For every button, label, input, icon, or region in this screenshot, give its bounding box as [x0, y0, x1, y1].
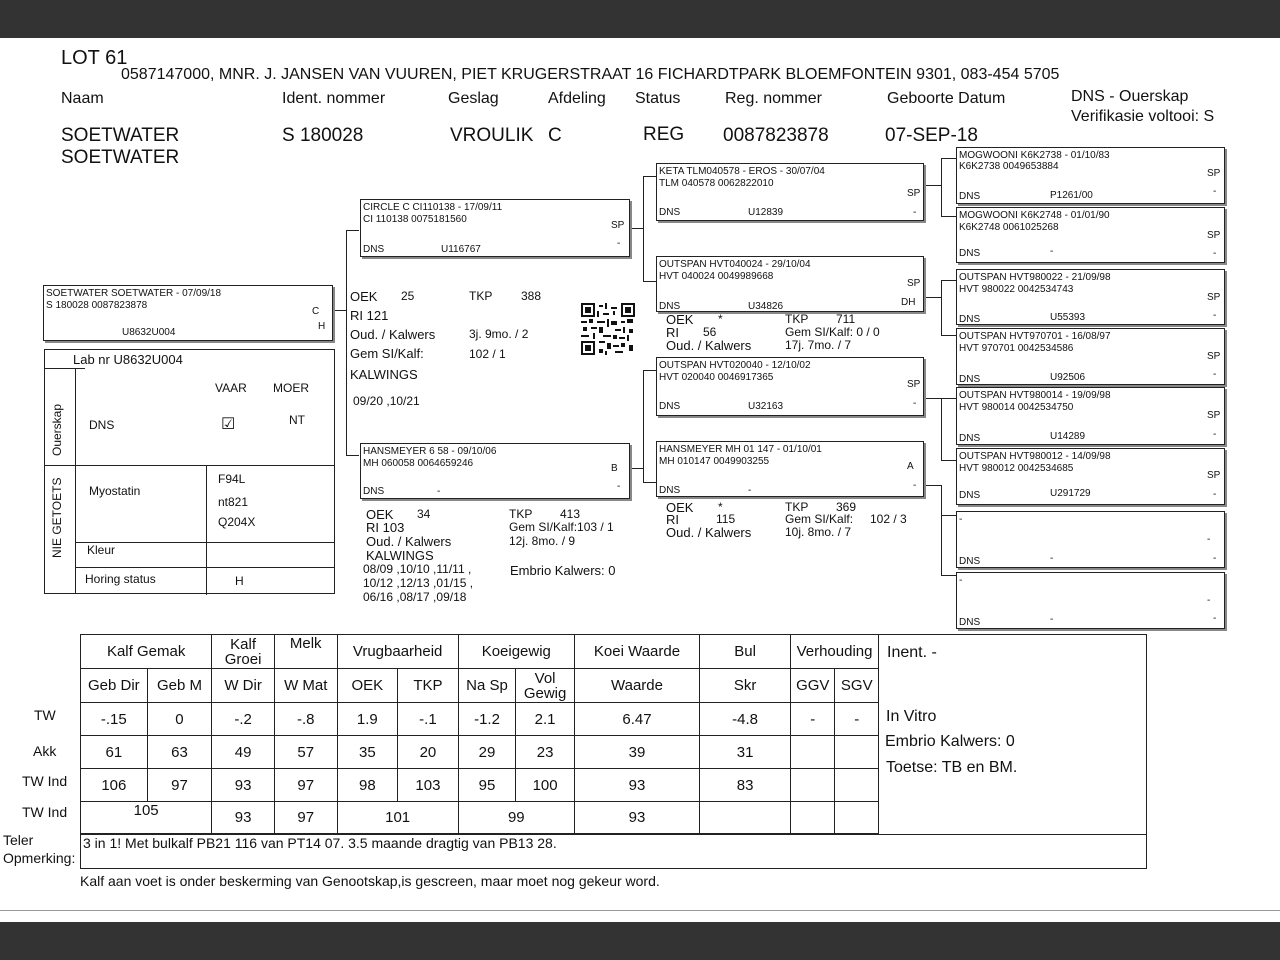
ggp-title: OUTSPAN HVT980022 - 21/09/98: [959, 272, 1111, 283]
myostatin-3: Q204X: [218, 515, 256, 529]
cell: [791, 736, 835, 769]
sub-skr: Skr: [700, 669, 791, 703]
dam-ids: MH 060058 0064659246: [363, 458, 474, 469]
ggp-dash: -: [1213, 248, 1217, 259]
myostatin-label: Myostatin: [89, 484, 141, 498]
cell: [791, 769, 835, 802]
connector-ggp-c: [926, 398, 942, 399]
gp-stats-oud-val: 17j. 7mo. / 7: [785, 338, 852, 352]
sub-w-mat: W Mat: [274, 669, 337, 703]
sub-geb-dir: Geb Dir: [81, 669, 148, 703]
remark-text: 3 in 1! Met bulkalf PB21 116 van PT14 07. 3.5 maande dragtig van PB13 28.: [83, 835, 557, 851]
gp-tag: SP: [907, 278, 921, 289]
connector-ggp-7: [941, 515, 956, 516]
teler-label: Teler: [3, 832, 34, 848]
lot-number: LOT 61: [61, 47, 128, 69]
cell: 83: [700, 769, 791, 802]
label-verifikasie: Verifikasie voltooi: S: [1071, 108, 1215, 125]
sire-oud-val: 3j. 9mo. / 2: [469, 327, 529, 341]
animal-h: H: [318, 321, 326, 332]
cell: [791, 802, 835, 834]
connector-gp1: [643, 176, 656, 177]
lab-divider-1: [45, 465, 335, 466]
dam-kalwings-3: 06/16 ,08/17 ,09/18: [363, 590, 467, 604]
ggp-lab: U14289: [1050, 431, 1086, 442]
myostatin-1: F94L: [218, 472, 246, 486]
connector-ggp-4: [941, 335, 956, 336]
gp-ids: HVT 020040 0046917365: [659, 372, 774, 383]
gp-stats2-oud-val: 10j. 8mo. / 7: [785, 525, 852, 539]
ggp-tag: SP: [1207, 410, 1221, 421]
table-row: [81, 703, 879, 736]
animal-c: C: [312, 306, 320, 317]
cell: 99: [458, 802, 574, 834]
cell: -.15: [81, 703, 148, 736]
ggp-title: MOGWOONI K6K2748 - 01/01/90: [959, 210, 1110, 221]
ggp-tag: SP: [1207, 292, 1221, 303]
gp-lab: U34826: [748, 301, 784, 312]
cell: 49: [212, 736, 275, 769]
sire-tkp: TKP: [469, 289, 493, 303]
animal-title: SOETWATER SOETWATER - 07/09/18: [46, 288, 222, 299]
breeding-values-table: [80, 634, 879, 834]
gp-dns: DNS: [659, 485, 681, 496]
ouerskap-label: Ouerskap: [50, 403, 64, 456]
ggp-lab: -: [1050, 246, 1054, 257]
cell: 100: [516, 769, 575, 802]
sire-kalwings-dates: 09/20 ,10/21: [353, 394, 420, 408]
gp-stats-tkp: TKP: [785, 312, 809, 326]
ggp-box-2: [956, 207, 1225, 263]
gp-box-3: [656, 357, 924, 416]
moer-label: MOER: [273, 381, 309, 395]
sire-ids: CI 110138 0075181560: [363, 214, 467, 225]
group-verhouding: Verhouding: [791, 635, 879, 669]
dam-kalwings: KALWINGS: [366, 548, 434, 563]
gp-stats2-oek-val: *: [718, 500, 723, 514]
gp-title: KETA TLM040578 - EROS - 30/07/04: [659, 166, 825, 177]
ggp-lab: U92506: [1050, 372, 1086, 383]
cell: 93: [212, 769, 275, 802]
row-label-tw-ind: TW Ind: [22, 773, 68, 789]
ggp-box-7: [956, 511, 1225, 568]
lab-divider-3: [75, 567, 335, 568]
ggp-ids: HVT 980014 0042534750: [959, 402, 1074, 413]
connector-ggp-d-v: [941, 485, 942, 575]
sire-oud: Oud. / Kalwers: [350, 327, 436, 342]
cell: -4.8: [700, 703, 791, 736]
gp-title: OUTSPAN HVT040024 - 29/10/04: [659, 259, 811, 270]
cell: [700, 802, 791, 834]
dam-tkp: TKP: [509, 507, 533, 521]
ggp-tag: -: [1207, 595, 1211, 606]
gp-ids: TLM 040578 0062822010: [659, 178, 774, 189]
horing-label: Horing status: [85, 572, 156, 586]
dam-oud-val: 12j. 8mo. / 9: [509, 534, 576, 548]
cell: 2.1: [516, 703, 575, 736]
value-naam-2: SOETWATER: [61, 147, 180, 168]
ggp-dns: DNS: [959, 433, 981, 444]
cell: 97: [147, 769, 212, 802]
group-kalf-gemak: Kalf Gemak: [81, 635, 212, 669]
group-kalf-groei: Kalf Groei: [212, 635, 275, 669]
ggp-dns: DNS: [959, 556, 981, 567]
connector-ggp-c-v: [941, 398, 942, 460]
ggp-box-1: [956, 147, 1225, 204]
connector-ggp-b-v: [941, 280, 942, 335]
ggp-tag: SP: [1207, 470, 1221, 481]
inent: Inent. -: [887, 644, 937, 661]
horing-value: H: [235, 574, 244, 588]
ggp-dash: -: [1213, 553, 1217, 564]
owner-line: 0587147000, MNR. J. JANSEN VAN VUUREN, PIET KRUGERSTRAAT 16 FICHARDTPARK BLOEMFONTEIN 9301, 083-454 5705: [121, 66, 1060, 83]
toetse: Toetse: TB en BM.: [886, 759, 1018, 776]
connector-ggp-6: [941, 460, 956, 461]
cell: 93: [212, 802, 275, 834]
cell: 61: [81, 736, 148, 769]
ggp-ids: HVT 970701 0042534586: [959, 343, 1074, 354]
ggp-title: -: [959, 575, 963, 586]
footer-note: Kalf aan voet is onder beskerming van Genootskap,is gescreen, maar moet nog gekeur word.: [80, 873, 660, 889]
table-row: [81, 802, 879, 834]
dam-ri: RI 103: [366, 520, 405, 535]
connector-ggp-8: [941, 575, 956, 576]
lab-nr: Lab nr U8632U004: [73, 352, 183, 367]
row-label-tw-ind-2: TW Ind: [22, 804, 68, 820]
cell: 105: [81, 802, 212, 834]
gp-dash: -: [913, 480, 917, 491]
cell: 93: [574, 769, 699, 802]
sub-vol-gewig: Vol Gewig: [516, 669, 575, 703]
connector-ggp-b: [926, 297, 942, 298]
value-geslag: VROULIK: [450, 125, 534, 146]
gp-stats-oek-val: *: [718, 312, 723, 326]
gp-box-2: [656, 256, 924, 312]
ggp-lab: U55393: [1050, 312, 1086, 323]
gp-box-1: [656, 163, 924, 221]
cell: 23: [516, 736, 575, 769]
cell: -.8: [274, 703, 337, 736]
sire-ri: RI 121: [350, 308, 389, 323]
cell: -: [791, 703, 835, 736]
group-koei-waarde: Koei Waarde: [574, 635, 699, 669]
animal-ids: S 180028 0087823878: [46, 300, 148, 311]
dam-gem: Gem SI/Kalf:103 / 1: [509, 520, 614, 534]
cell: -1.2: [458, 703, 516, 736]
dam-dash: -: [617, 481, 621, 492]
ggp-title: OUTSPAN HVT980012 - 14/09/98: [959, 451, 1111, 462]
ggp-tag: SP: [1207, 351, 1221, 362]
connector-ggp-a: [926, 185, 942, 186]
label-dns: DNS - Ouerskap: [1071, 88, 1189, 105]
gp-stats-oek: OEK: [666, 312, 694, 327]
connector-ggp-5: [941, 398, 956, 399]
ggp-lab: U291729: [1050, 488, 1091, 499]
connector-ggp-2: [941, 216, 956, 217]
connector-gp4: [643, 482, 656, 483]
gp-tag: A: [907, 461, 914, 472]
vaar-label: VAAR: [215, 381, 247, 395]
dam-kalwings-1: 08/09 ,10/10 ,11/11 ,: [363, 562, 472, 576]
cell: [835, 736, 879, 769]
gp-stats2-gem: Gem SI/Kalf:: [785, 512, 854, 526]
connector-ggp-1: [941, 158, 956, 159]
gp-dns: DNS: [659, 301, 681, 312]
ggp-tag: SP: [1207, 168, 1221, 179]
cell: [835, 769, 879, 802]
cell: 1.9: [337, 703, 398, 736]
gp-title: OUTSPAN HVT020040 - 12/10/02: [659, 360, 811, 371]
cell: 97: [274, 769, 337, 802]
sire-dns: DNS: [363, 244, 385, 255]
cell: 93: [574, 802, 699, 834]
animal-lab: U8632U004: [122, 327, 176, 338]
gp-tag-dh: DH: [901, 297, 916, 308]
nt-label: NT: [289, 413, 305, 427]
value-status: REG: [643, 124, 685, 145]
dam-oek: OEK: [366, 507, 394, 522]
table-row: [81, 736, 879, 769]
ggp-dns: DNS: [959, 191, 981, 202]
connector-dam: [346, 455, 359, 456]
gp-tag: SP: [907, 188, 921, 199]
label-status: Status: [635, 90, 681, 107]
gp-stats-tkp-val: 711: [836, 312, 856, 326]
ggp-ids: K6K2738 0049653884: [959, 161, 1059, 172]
dam-oud: Oud. / Kalwers: [366, 534, 452, 549]
gp-tag: SP: [907, 379, 921, 390]
gp-stats2-ri: RI: [666, 512, 679, 527]
gp-stats2-oek: OEK: [666, 500, 694, 515]
sub-geb-m: Geb M: [147, 669, 212, 703]
remark-box: [80, 834, 1147, 869]
gp-dns: DNS: [659, 401, 681, 412]
dam-oek-val: 34: [417, 507, 431, 521]
sire-dash: -: [617, 238, 621, 249]
cell: 63: [147, 736, 212, 769]
animal-box: [43, 285, 333, 341]
ggp-tag: -: [1207, 534, 1211, 545]
embrio-kalwers: Embrio Kalwers: 0: [885, 733, 1015, 750]
gp-stats2-tkp: TKP: [785, 500, 809, 514]
cell: 6.47: [574, 703, 699, 736]
kleur-label: Kleur: [87, 543, 116, 557]
gp-dns: DNS: [659, 207, 681, 218]
info-box: [878, 634, 1147, 835]
value-ident: S 180028: [282, 125, 364, 146]
in-vitro: In Vitro: [886, 708, 937, 725]
sire-box: [360, 199, 630, 257]
ggp-lab: -: [1050, 614, 1054, 625]
dam-tag: B: [611, 463, 618, 474]
lab-box: [44, 349, 335, 594]
gp-lab: U32163: [748, 401, 784, 412]
value-naam-1: SOETWATER: [61, 125, 180, 146]
dam-embrio: Embrio Kalwers: 0: [510, 563, 616, 578]
value-reg: 0087823878: [723, 125, 829, 146]
label-geslag: Geslag: [448, 90, 499, 107]
cell: 20: [398, 736, 459, 769]
ggp-title: OUTSPAN HVT970701 - 16/08/97: [959, 331, 1111, 342]
sire-gem: Gem SI/Kalf:: [350, 346, 424, 361]
lab-divider-top: [45, 368, 85, 369]
ggp-dns: DNS: [959, 314, 981, 325]
ggp-dash: -: [1213, 310, 1217, 321]
cell: -.2: [212, 703, 275, 736]
gp-dash: -: [913, 207, 917, 218]
label-naam: Naam: [61, 90, 104, 107]
top-bar: [0, 0, 1280, 38]
connector-sire: [346, 230, 359, 231]
cell: -.1: [398, 703, 459, 736]
cell: 95: [458, 769, 516, 802]
connector-ggp-3: [941, 280, 956, 281]
value-geboorte: 07-SEP-18: [885, 125, 978, 146]
check-icon: ☑: [221, 416, 236, 433]
sub-tkp: TKP: [398, 669, 459, 703]
ggp-dash: -: [1213, 369, 1217, 380]
connector-ggp-a-v: [941, 158, 942, 216]
connector-sire-gp-v: [643, 176, 644, 281]
ggp-dns: DNS: [959, 617, 981, 628]
cell: 97: [274, 802, 337, 834]
gp-ids: HVT 040024 0049989668: [659, 271, 774, 282]
ggp-dns: DNS: [959, 374, 981, 385]
cell: 39: [574, 736, 699, 769]
cell: 103: [398, 769, 459, 802]
value-afdeling: C: [548, 125, 562, 146]
gp-stats-gem: Gem SI/Kalf: 0 / 0: [785, 325, 880, 339]
ggp-title: OUTSPAN HVT980014 - 19/09/98: [959, 390, 1111, 401]
ggp-dash: -: [1213, 429, 1217, 440]
sire-tkp-val: 388: [521, 289, 542, 303]
group-melk: Melk: [274, 635, 337, 669]
dns-label: DNS: [89, 418, 115, 432]
row-label-tw: TW: [34, 707, 56, 723]
row-label-akk: Akk: [33, 743, 57, 759]
sub-w-dir: W Dir: [212, 669, 275, 703]
label-reg: Reg. nommer: [725, 90, 822, 107]
myostatin-2: nt821: [218, 495, 249, 509]
ggp-box-8: [956, 572, 1225, 629]
gp-stats-ri: RI: [666, 325, 679, 340]
ggp-box-5: [956, 387, 1225, 445]
sire-lab: U116767: [441, 244, 481, 255]
gp-lab: U12839: [748, 207, 784, 218]
gp-stats-ri-val: 56: [703, 325, 717, 339]
connector-gp2: [643, 281, 656, 282]
sub-oek: OEK: [337, 669, 398, 703]
cell: 29: [458, 736, 516, 769]
sub-sgv: SGV: [835, 669, 879, 703]
group-koeigewig: Koeigewig: [458, 635, 574, 669]
group-bul: Bul: [700, 635, 791, 669]
dam-lab: -: [437, 486, 441, 497]
ggp-dns: DNS: [959, 248, 981, 259]
label-ident: Ident. nommer: [282, 90, 386, 107]
sire-title: CIRCLE C CI110138 - 17/09/11: [363, 202, 503, 213]
ggp-title: MOGWOONI K6K2738 - 01/10/83: [959, 150, 1110, 161]
dam-kalwings-2: 10/12 ,12/13 ,01/15 ,: [363, 576, 474, 590]
connector-sire-dam: [346, 230, 347, 455]
bottom-bar: [0, 922, 1280, 960]
gp-ids: MH 010147 0049903255: [659, 456, 770, 467]
dam-tkp-val: 413: [560, 507, 581, 521]
cell: 57: [274, 736, 337, 769]
ggp-box-3: [956, 269, 1225, 325]
gp-stats2-tkp-val: 369: [836, 500, 857, 514]
ggp-ids: HVT 980012 0042534685: [959, 463, 1074, 474]
cell: 98: [337, 769, 398, 802]
bottom-rule: [0, 910, 1280, 911]
sub-ggv: GGV: [791, 669, 835, 703]
gp-stats-oud: Oud. / Kalwers: [666, 338, 752, 353]
dam-title: HANSMEYER 6 58 - 09/10/06: [363, 446, 497, 457]
table-row: [81, 769, 879, 802]
opmerking-label: Opmerking:: [3, 850, 76, 866]
gp-lab: -: [748, 485, 752, 496]
sire-tag: SP: [611, 220, 625, 231]
dam-box: [360, 443, 630, 499]
ggp-dns: DNS: [959, 490, 981, 501]
lab-divider-side: [75, 368, 76, 594]
sire-kalwings: KALWINGS: [350, 367, 418, 382]
connector-ggp-d: [926, 485, 942, 486]
dam-dns: DNS: [363, 486, 385, 497]
ggp-box-4: [956, 328, 1225, 385]
cell: 101: [337, 802, 458, 834]
ggp-box-6: [956, 448, 1225, 505]
sire-oek-val: 25: [401, 289, 415, 303]
gp-stats2-oud: Oud. / Kalwers: [666, 525, 752, 540]
cell: 35: [337, 736, 398, 769]
ggp-lab: -: [1050, 553, 1054, 564]
cell: -: [835, 703, 879, 736]
lab-divider-v2: [206, 465, 207, 595]
qr-code-icon: [581, 303, 635, 355]
nie-getoets-label: NIE GETOETS: [50, 477, 64, 558]
cell: [835, 802, 879, 834]
gp-title: HANSMEYER MH 01 147 - 01/10/01: [659, 444, 822, 455]
group-vrugbaarheid: Vrugbaarheid: [337, 635, 458, 669]
ggp-dash: -: [1213, 186, 1217, 197]
sub-na-sp: Na Sp: [458, 669, 516, 703]
connector-gp3: [643, 370, 656, 371]
sire-oek: OEK: [350, 289, 378, 304]
cell: 0: [147, 703, 212, 736]
ggp-lab: P1261/00: [1050, 190, 1093, 201]
connector-dam-gp-v: [643, 370, 644, 482]
ggp-dash: -: [1213, 613, 1217, 624]
ggp-ids: HVT 980022 0042534743: [959, 284, 1074, 295]
gp-stats2-ri-val: 115: [716, 512, 736, 526]
label-geboorte: Geboorte Datum: [887, 90, 1006, 107]
cell: 31: [700, 736, 791, 769]
ggp-tag: SP: [1207, 230, 1221, 241]
gp-stats2-gem-val: 102 / 3: [870, 512, 907, 526]
ggp-title: -: [959, 514, 963, 525]
sub-waarde: Waarde: [574, 669, 699, 703]
cell: 106: [81, 769, 148, 802]
gp-dash: -: [913, 398, 917, 409]
label-afdeling: Afdeling: [548, 90, 606, 107]
ggp-ids: K6K2748 0061025268: [959, 222, 1059, 233]
gp-box-4: [656, 441, 924, 497]
sire-gem-val: 102 / 1: [469, 347, 506, 361]
ggp-dash: -: [1213, 489, 1217, 500]
